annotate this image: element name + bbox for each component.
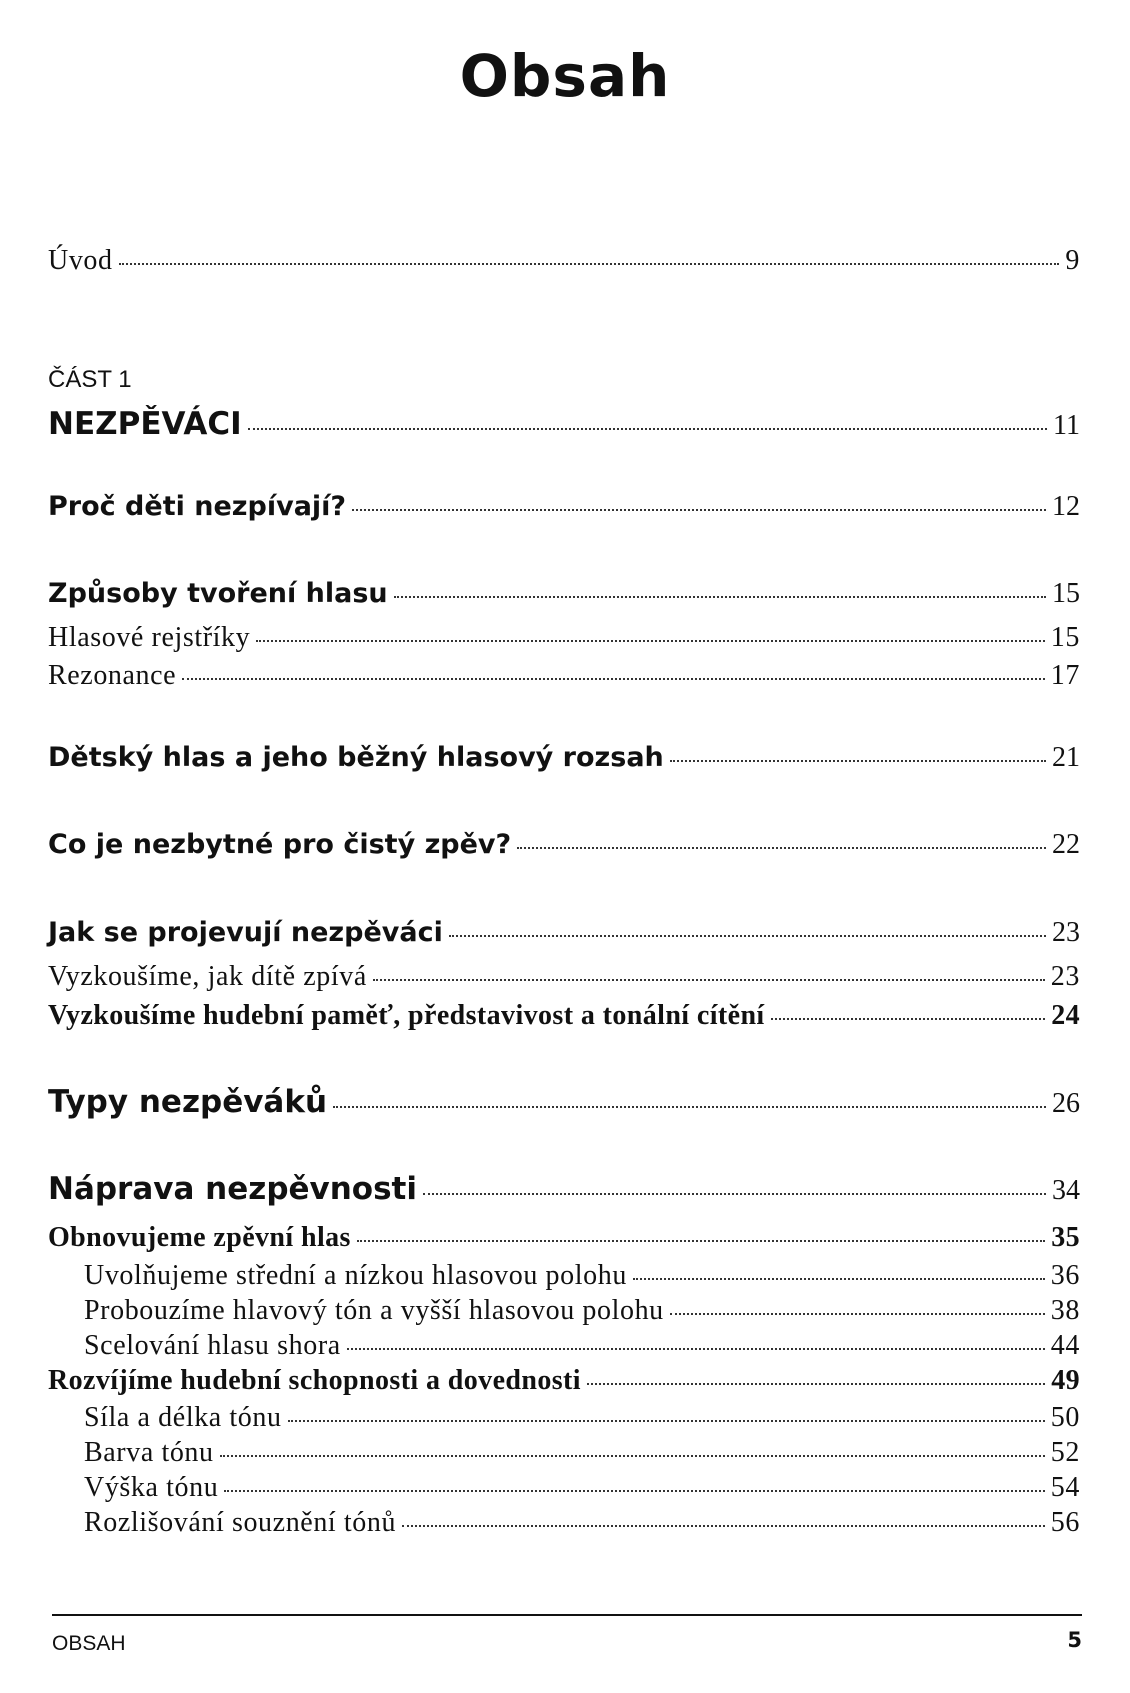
- toc-leader-dots: [402, 1525, 1045, 1527]
- toc-entry-text: Co je nezbytné pro čistý zpěv?: [48, 829, 512, 860]
- footer-divider: [52, 1614, 1082, 1616]
- toc-leader-dots: [352, 509, 1046, 511]
- toc-entry-text: Scelování hlasu shora: [84, 1330, 341, 1361]
- toc-page-number: 26: [1052, 1088, 1080, 1119]
- toc-page-number: 23: [1052, 917, 1080, 948]
- footer-page-number: 5: [1067, 1628, 1082, 1652]
- toc-leader-dots: [224, 1490, 1044, 1492]
- toc-subsection[interactable]: [84, 1402, 1080, 1434]
- toc-chapter[interactable]: [48, 742, 1080, 774]
- toc-entry-text: Způsoby tvoření hlasu: [48, 578, 388, 609]
- toc-page-number: 52: [1050, 1437, 1080, 1468]
- toc-section[interactable]: [48, 1000, 1080, 1032]
- toc-entry-text: Rozlišování souznění tónů: [84, 1507, 397, 1538]
- toc-chapter[interactable]: [48, 491, 1080, 523]
- toc-page-number: 23: [1050, 961, 1080, 992]
- toc-subsection[interactable]: [84, 1260, 1080, 1292]
- toc-entry-text: Náprava nezpěvnosti: [48, 1171, 418, 1207]
- toc-leader-dots: [394, 596, 1046, 598]
- toc-leader-dots: [771, 1018, 1046, 1020]
- toc-section[interactable]: [48, 1222, 1080, 1254]
- toc-leader-dots: [587, 1383, 1045, 1385]
- toc-leader-dots: [288, 1420, 1045, 1422]
- toc-entry-text: Vyzkoušíme, jak dítě zpívá: [48, 961, 367, 992]
- toc-subsection[interactable]: [84, 1437, 1080, 1469]
- toc-leader-dots: [423, 1193, 1046, 1195]
- toc-part-title[interactable]: [48, 406, 1080, 442]
- toc-page-number: 11: [1053, 410, 1080, 441]
- toc-leader-dots: [449, 935, 1046, 937]
- toc-section[interactable]: [48, 1365, 1080, 1397]
- toc-subsection[interactable]: [84, 1472, 1080, 1504]
- toc-leader-dots: [670, 760, 1046, 762]
- toc-leader-dots: [347, 1348, 1045, 1350]
- toc-entry-text: Jak se projevují nezpěváci: [48, 917, 443, 948]
- toc-leader-dots: [357, 1240, 1045, 1242]
- toc-chapter[interactable]: [48, 1171, 1080, 1207]
- toc-chapter[interactable]: [48, 1084, 1080, 1120]
- toc-leader-dots: [670, 1313, 1045, 1315]
- toc-leader-dots: [119, 263, 1060, 265]
- toc-entry-text: Úvod: [48, 245, 113, 276]
- toc-page-number: 35: [1051, 1222, 1080, 1253]
- toc-page-number: 22: [1052, 829, 1080, 860]
- toc-leader-dots: [256, 640, 1045, 642]
- toc-entry-text: Dětský hlas a jeho běžný hlasový rozsah: [48, 742, 664, 773]
- part-label: ČÁST 1: [48, 366, 132, 393]
- toc-entry-text: Typy nezpěváků: [48, 1084, 328, 1120]
- toc-page-number: 38: [1050, 1295, 1080, 1326]
- toc-page-number: 34: [1052, 1175, 1080, 1206]
- toc-entry-text: Proč děti nezpívají?: [48, 491, 347, 522]
- toc-chapter[interactable]: [48, 917, 1080, 949]
- toc-entry-text: Uvolňujeme střední a nízkou hlasovou polohu: [84, 1260, 627, 1291]
- toc-section[interactable]: [48, 961, 1080, 993]
- toc-page-number: 17: [1050, 660, 1080, 691]
- toc-page-number: 56: [1050, 1507, 1080, 1538]
- toc-page-number: 9: [1065, 245, 1080, 276]
- toc-entry-text: Rezonance: [48, 660, 177, 691]
- toc-leader-dots: [333, 1106, 1046, 1108]
- toc-entry-text: Výška tónu: [84, 1472, 219, 1503]
- toc-page-number: 49: [1051, 1365, 1080, 1396]
- toc-leader-dots: [220, 1455, 1045, 1457]
- toc-page-number: 12: [1052, 491, 1080, 522]
- toc-subsection[interactable]: [84, 1330, 1080, 1362]
- toc-page-number: 15: [1050, 622, 1080, 653]
- toc-leader-dots: [633, 1278, 1045, 1280]
- footer-section-label: OBSAH: [52, 1632, 126, 1655]
- toc-subsection[interactable]: [84, 1507, 1080, 1539]
- toc-leader-dots: [182, 678, 1045, 680]
- toc-entry-text: Rozvíjíme hudební schopnosti a dovednosti: [48, 1365, 581, 1396]
- toc-entry-text: Barva tónu: [84, 1437, 214, 1468]
- page-title: Obsah: [459, 42, 671, 110]
- toc-page-number: 54: [1050, 1472, 1080, 1503]
- toc-section[interactable]: [48, 622, 1080, 654]
- toc-leader-dots: [373, 979, 1045, 981]
- toc-entry-text: Vyzkoušíme hudební paměť, představivost a tonální cítění: [48, 1000, 765, 1031]
- toc-entry-text: Hlasové rejstříky: [48, 622, 251, 653]
- toc-entry-text: Síla a délka tónu: [84, 1402, 282, 1433]
- toc-page-number: 21: [1052, 742, 1080, 773]
- toc-page-number: 24: [1051, 1000, 1080, 1031]
- toc-chapter[interactable]: [48, 829, 1080, 861]
- toc-leader-dots: [248, 428, 1047, 430]
- toc-leader-dots: [517, 847, 1046, 849]
- toc-entry-text: Obnovujeme zpěvní hlas: [48, 1222, 351, 1253]
- toc-section[interactable]: [48, 660, 1080, 692]
- toc-chapter[interactable]: [48, 578, 1080, 610]
- toc-page-number: 15: [1052, 578, 1080, 609]
- toc-entry-text: NEZPĚVÁCI: [48, 406, 242, 442]
- toc-page-number: 36: [1050, 1260, 1080, 1291]
- toc-page-number: 50: [1050, 1402, 1080, 1433]
- toc-entry-uvod[interactable]: [48, 245, 1080, 277]
- toc-entry-text: Probouzíme hlavový tón a vyšší hlasovou polohu: [84, 1295, 664, 1326]
- toc-page-number: 44: [1050, 1330, 1080, 1361]
- toc-subsection[interactable]: [84, 1295, 1080, 1327]
